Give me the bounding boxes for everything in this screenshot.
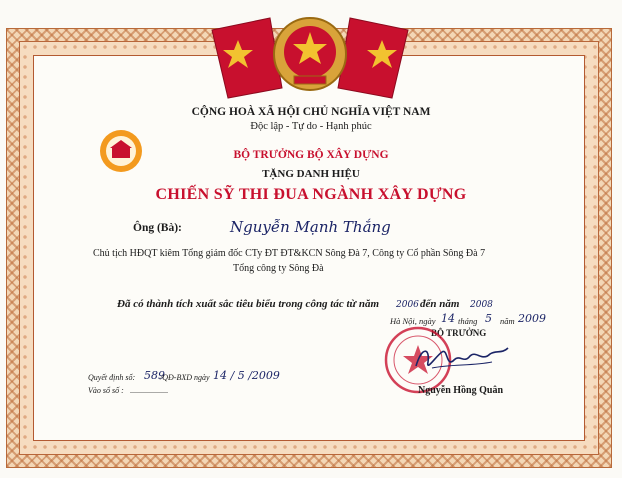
recipient-label: Ông (Bà):: [133, 222, 182, 234]
nation-heading: CỘNG HOÀ XÃ HỘI CHỦ NGHĨA VIỆT NAM: [191, 106, 431, 118]
decision-date-value: 14 / 5 /2009: [213, 369, 280, 382]
decision-suffix: /QĐ-BXD: [160, 373, 192, 382]
recipient-name: Nguyễn Mạnh Thắng: [230, 218, 391, 236]
achievement-to-label: đến năm: [420, 298, 460, 310]
national-emblem-icon: [210, 10, 410, 102]
registry-value: ...................: [130, 386, 168, 395]
decision-number: 589: [144, 369, 165, 382]
achievement-to-year: 2008: [470, 300, 493, 310]
signer-name: Nguyễn Hồng Quân: [418, 385, 504, 396]
signature-icon: [412, 338, 512, 378]
award-title: CHIẾN SỸ THI ĐUA NGÀNH XÂY DỰNG: [155, 186, 467, 203]
nation-motto: Độc lập - Tự do - Hạnh phúc: [250, 121, 372, 132]
date-month-label: tháng: [458, 316, 478, 326]
decision-date-label: ngày: [194, 373, 210, 382]
achievement-text: Đã có thành tích xuất sắc tiêu biểu trong công tác từ năm: [117, 298, 380, 310]
registry-label: Vào sổ số :: [88, 386, 124, 395]
recipient-position-line2: Tổng công ty Sông Đà: [233, 263, 324, 274]
achievement-from-year: 2006: [396, 300, 419, 310]
recipient-position-line1: Chủ tịch HĐQT kiêm Tổng giám đốc CTy ĐT ĐT&KCN Sông Đà 7, Công ty Cổ phần Sông Đà 7: [93, 248, 486, 259]
date-place: Hà Nội, ngày: [390, 316, 436, 326]
issuer-title: BỘ TRƯỞNG BỘ XÂY DỰNG: [233, 149, 389, 161]
date-year: 2009: [518, 312, 546, 325]
date-month: 5: [485, 312, 492, 325]
date-year-label: năm: [500, 316, 515, 326]
date-day: 14: [441, 312, 455, 325]
decision-label: Quyết định số:: [88, 373, 136, 382]
award-prefix: TẶNG DANH HIỆU: [262, 168, 360, 180]
signer-title: BỘ TRƯỞNG: [431, 328, 487, 338]
